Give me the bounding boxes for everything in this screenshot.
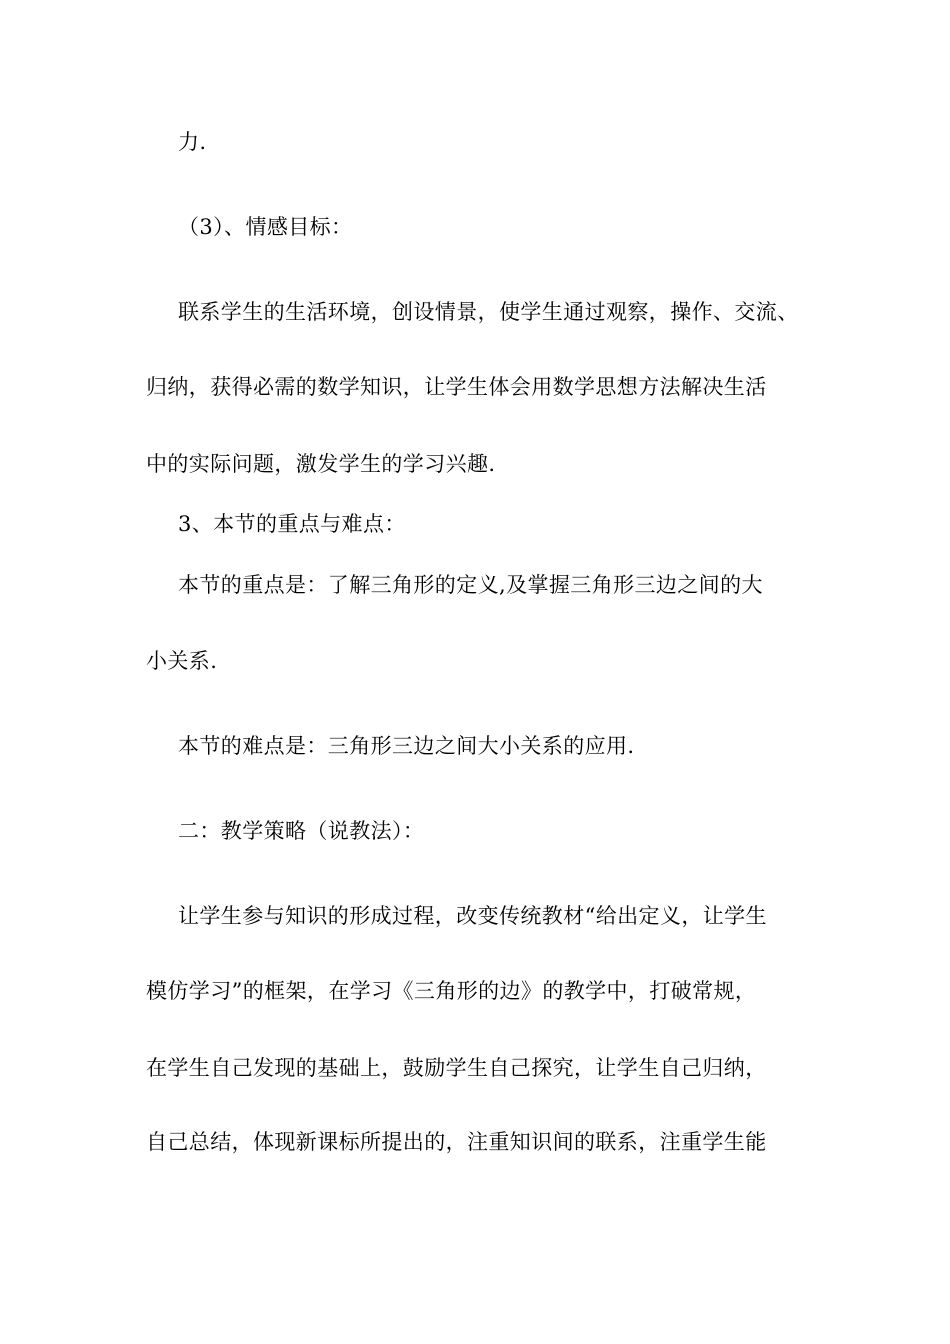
- paragraph-line: 小关系.: [146, 649, 218, 673]
- section-heading-emotional-goals: （3）、情感目标：: [178, 215, 353, 239]
- paragraph-line: 归纳，获得必需的数学知识，让学生体会用数学思想方法解决生活: [146, 375, 767, 399]
- paragraph-line: 在学生自己发现的基础上，鼓励学生自己探究，让学生自己归纳，: [146, 1056, 767, 1080]
- paragraph-line: 模仿学习”的框架，在学习《三角形的边》的教学中，打破常规，: [146, 979, 757, 1003]
- paragraph-line: 让学生参与知识的形成过程，改变传统教材“给出定义，让学生: [178, 904, 767, 928]
- paragraph-line: 中的实际问题，激发学生的学习兴趣.: [146, 452, 496, 476]
- paragraph-line: 本节的难点是：三角形三边之间大小关系的应用.: [178, 734, 635, 758]
- paragraph-line: 本节的重点是：了解三角形的定义,及掌握三角形三边之间的大: [178, 573, 763, 597]
- section-heading-key-points: 3、本节的重点与难点：: [178, 512, 406, 536]
- paragraph-line: 联系学生的生活环境，创设情景，使学生通过观察，操作、交流、: [178, 300, 799, 324]
- text-line: 力.: [178, 130, 207, 154]
- section-heading-teaching-strategy: 二：教学策略（说教法）：: [178, 819, 425, 843]
- paragraph-line: 自己总结，体现新课标所提出的，注重知识间的联系，注重学生能: [146, 1130, 767, 1154]
